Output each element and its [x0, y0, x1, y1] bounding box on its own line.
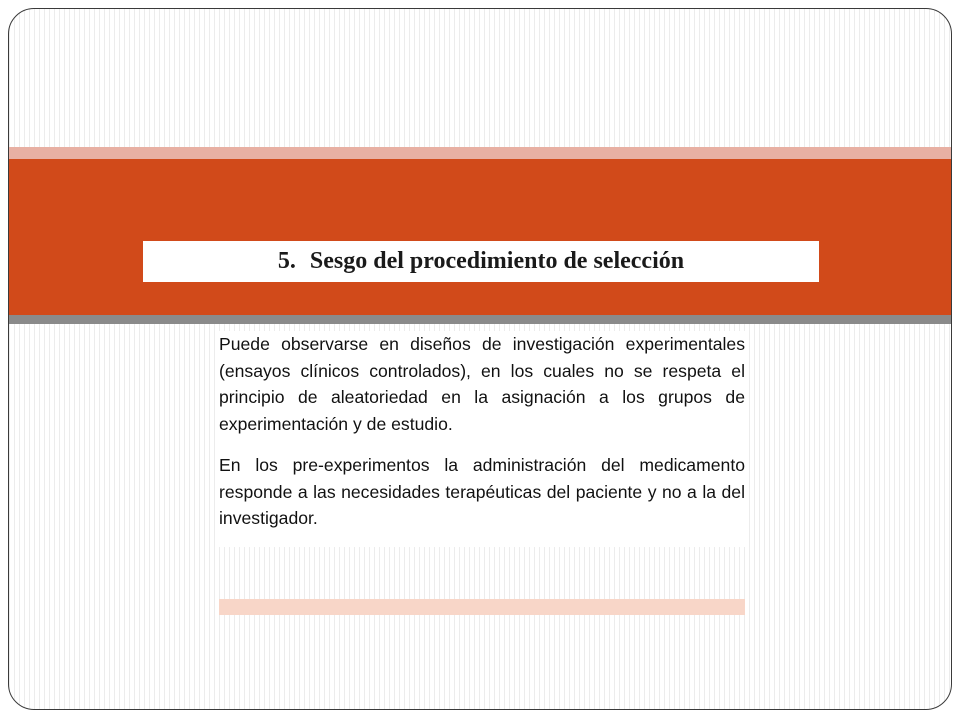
slide-title	[278, 248, 684, 275]
paragraph-2: En los pre-experimentos la administración del medicamento responde a las necesidades terapéuticas del paciente y no a la del investigador.	[219, 455, 745, 528]
paragraph-1: Puede observarse en diseños de investigación experimentales (ensayos clínicos controlados), en los cuales no se respeta el principio de aleatoriedad en la asignación a los grupos de experimentación y de estudio.	[219, 334, 745, 434]
header-band	[9, 159, 951, 315]
body-text	[219, 331, 745, 547]
title-label: Sesgo del procedimiento de selección	[309, 248, 685, 274]
title-box	[143, 241, 819, 282]
title-number: 5.	[277, 248, 296, 274]
header-band-bottom-stripe	[9, 315, 951, 324]
slide	[8, 8, 952, 710]
header-band-top-stripe	[9, 147, 951, 159]
accent-bar	[219, 599, 745, 615]
